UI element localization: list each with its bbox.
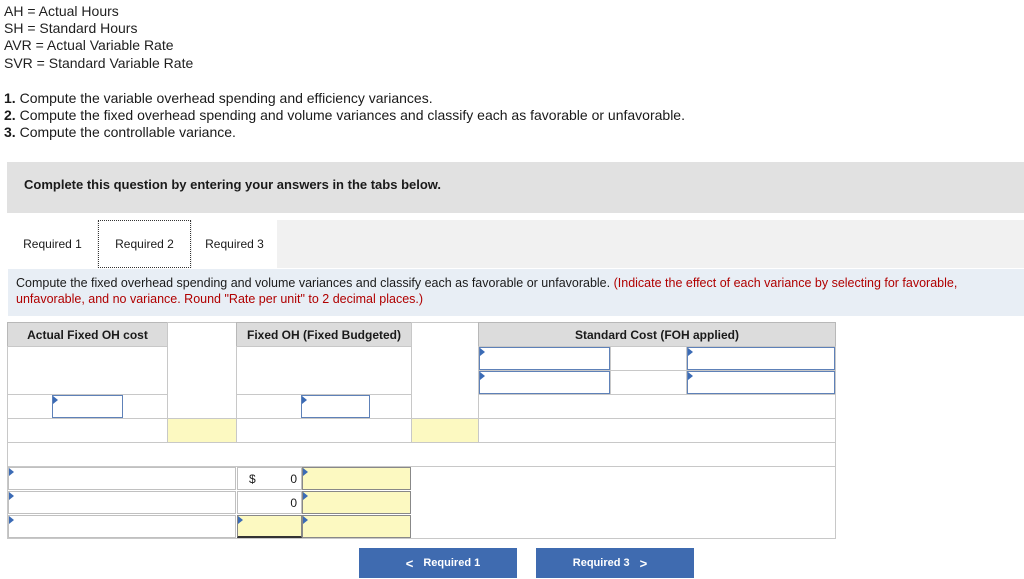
- task-prompt: Compute the fixed overhead spending and volume variances and classify each as favorable or unfavorable. (Indicate the effect of each variance by selecting for favorable, unfavorable, and no variance. Round "Rate per unit" to 2 decimal places.): [8, 269, 1024, 316]
- spacer-col-2: [411, 322, 479, 419]
- tab-required-1[interactable]: Required 1: [8, 220, 97, 268]
- std-rate-input-2[interactable]: [687, 371, 835, 394]
- chevron-right-icon: >: [639, 555, 648, 571]
- tab-required-2[interactable]: Required 2: [98, 220, 191, 268]
- legend-avr: AVR = Actual Variable Rate: [4, 37, 174, 53]
- variance-cell-2: [411, 418, 479, 443]
- currency-symbol: $: [249, 472, 256, 486]
- std-row1-b: [610, 346, 687, 371]
- prev-required-button[interactable]: < Required 1: [359, 548, 517, 578]
- instruction-2: 2. Compute the fixed overhead spending and volume variances and classify each as favorable or unfavorable.: [4, 107, 685, 123]
- std-row2-b: [610, 370, 687, 395]
- spending-variance-classification[interactable]: [302, 467, 411, 490]
- std-rate-input[interactable]: [687, 347, 835, 370]
- legend-sh: SH = Standard Hours: [4, 20, 138, 36]
- total-variance-amount[interactable]: [237, 515, 302, 538]
- budget-desc-cell: [236, 346, 412, 395]
- instruction-3: 3. Compute the controllable variance.: [4, 124, 236, 140]
- legend-ah: AH = Actual Hours: [4, 3, 119, 19]
- spending-variance-label-select[interactable]: [8, 467, 236, 490]
- volume-variance-label-select[interactable]: [8, 491, 236, 514]
- header-actual-fixed-oh: Actual Fixed OH cost: [7, 322, 168, 347]
- spending-variance-value: 0: [290, 472, 297, 486]
- std-hours-input-2[interactable]: [479, 371, 610, 394]
- std-row3: [478, 394, 836, 419]
- spending-variance-amount[interactable]: [237, 467, 302, 490]
- volume-variance-value: 0: [290, 496, 297, 510]
- fixed-budget-input[interactable]: [301, 395, 370, 418]
- result-row-mid: [236, 418, 412, 443]
- tab-strip: [8, 220, 1024, 268]
- tab-required-3[interactable]: Required 3: [192, 220, 277, 268]
- legend-svr: SVR = Standard Variable Rate: [4, 55, 194, 71]
- std-hours-input[interactable]: [479, 347, 610, 370]
- header-standard-cost: Standard Cost (FOH applied): [478, 322, 836, 347]
- next-required-button[interactable]: Required 3 >: [536, 548, 694, 578]
- question-banner: Complete this question by entering your answers in the tabs below.: [7, 162, 1024, 213]
- result-row-left: [7, 418, 168, 443]
- instruction-1: 1. Compute the variable overhead spending and efficiency variances.: [4, 90, 433, 106]
- chevron-left-icon: <: [405, 555, 414, 571]
- actual-fixed-oh-input[interactable]: [52, 395, 123, 418]
- variance-cell-1: [167, 418, 237, 443]
- actual-desc-cell: [7, 346, 168, 395]
- result-row-right: [478, 418, 836, 443]
- total-variance-classification[interactable]: [302, 515, 411, 538]
- volume-variance-classification[interactable]: [302, 491, 411, 514]
- header-fixed-budgeted: Fixed OH (Fixed Budgeted): [236, 322, 412, 347]
- separator-row: [7, 442, 836, 467]
- total-variance-label-select[interactable]: [8, 515, 236, 538]
- volume-variance-amount[interactable]: [237, 491, 302, 514]
- spacer-col: [167, 322, 237, 419]
